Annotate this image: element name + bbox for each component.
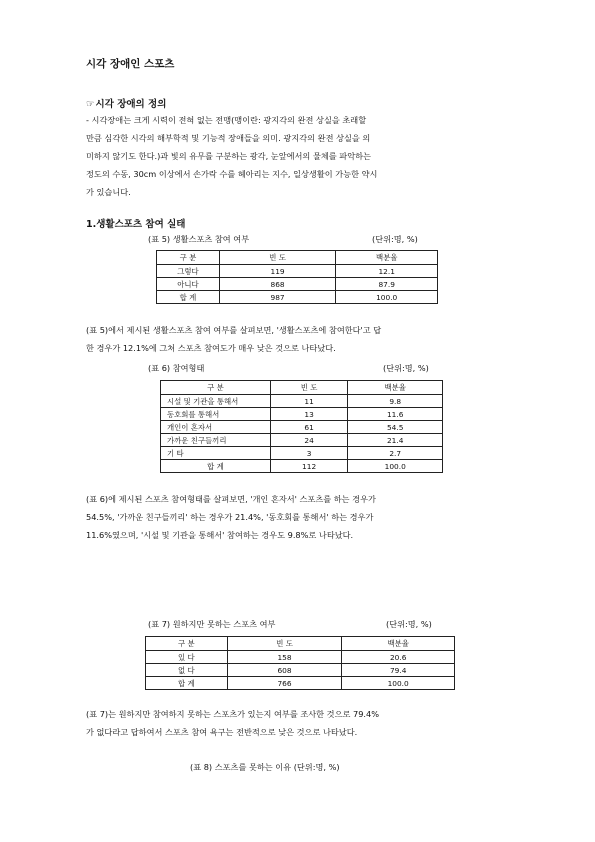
section-heading-text: 시각 장애의 정의 [95,99,167,110]
table7-caption: (표 7) 원하지만 못하는 스포츠 여부 [148,619,276,629]
table-cell: 119 [219,265,336,278]
table-cell: 3 [270,447,348,460]
table-cell: 없 다 [146,664,228,677]
table-cell: 합 계 [161,460,271,473]
table6-unit: (단위:명, %) [383,363,429,373]
table-cell: 동호회를 통해서 [161,408,271,421]
pointing-hand-icon: ☞ [86,99,95,110]
paragraph-line: 미하지 않기도 한다.)과 빛의 유무를 구분하는 광각, 눈앞에서의 물체를 파악하는 [86,151,371,161]
table5-unit: (단위:명, %) [372,234,418,244]
table-cell: 100.0 [342,677,455,690]
table7-analysis-paragraph [86,705,516,741]
table-row [161,395,443,408]
table-header-cell: 빈 도 [270,381,348,395]
table-cell: 가까운 친구들끼리 [161,434,271,447]
table-cell: 12.1 [336,265,438,278]
table-cell: 54.5 [348,421,443,434]
table-row [161,460,443,473]
paragraph-line: - 시각장애는 크게 시력이 전혀 없는 전맹(맹이란: 광지각의 완전 상실을 초래할 [86,115,367,125]
table-cell: 합 계 [146,677,228,690]
table5-analysis-paragraph [86,321,516,357]
section-heading [86,96,166,110]
paragraph-line: (표 5)에서 제시된 생활스포츠 참여 여부를 살펴보면, '생활스포츠에 참여한다'고 답 [86,325,382,335]
paragraph-line: 한 경우가 12.1%에 그쳐 스포츠 참여도가 매우 낮은 것으로 나타났다. [86,343,336,353]
table-cell: 61 [270,421,348,434]
paragraph-line: (표 7)는 원하지만 참여하지 못하는 스포츠가 있는지 여부를 조사한 것으로 79.4% [86,709,379,719]
table-header-row [146,637,455,651]
table7-unit: (단위:명, %) [386,619,432,629]
table-cell: 987 [219,291,336,304]
table-cell: 11 [270,395,348,408]
table-header-cell: 빈 도 [219,251,336,265]
table-row [157,278,438,291]
table-cell: 100.0 [348,460,443,473]
paragraph-line: 만큼 심각한 시각의 해부학적 및 기능적 장애들을 의미. 광지각의 완전 상실을 의 [86,133,371,143]
table-row [146,677,455,690]
table6-analysis-paragraph [86,490,516,544]
table-cell: 개인이 혼자서 [161,421,271,434]
table-row [161,408,443,421]
table-cell: 20.6 [342,651,455,664]
table-cell: 79.4 [342,664,455,677]
paragraph-line: 54.5%, '가까운 친구들끼리' 하는 경우가 21.4%, '동호회를 통해서' 하는 경우가 [86,512,374,522]
table-cell: 합 계 [157,291,220,304]
table6-caption: (표 6) 참여형태 [148,363,205,373]
table-header-cell: 백분율 [336,251,438,265]
table-row [157,265,438,278]
table-cell: 608 [227,664,342,677]
table5-caption: (표 5) 생활스포츠 참여 여부 [148,234,250,244]
subsection-heading: 1.생활스포츠 참여 실태 [86,219,186,230]
table-header-cell: 구 분 [161,381,271,395]
definition-paragraph [86,111,516,201]
table-cell: 아니다 [157,278,220,291]
table-cell: 2.7 [348,447,443,460]
table-cell: 21.4 [348,434,443,447]
paragraph-line: 가 없다라고 답하여서 스포츠 참여 욕구는 전반적으로 낮은 것으로 나타났다. [86,727,358,737]
table-cell: 13 [270,408,348,421]
table-cell: 9.8 [348,395,443,408]
table-header-cell: 구 분 [146,637,228,651]
table-row [157,291,438,304]
table8-caption: (표 8) 스포츠를 못하는 이유 (단위:명, %) [190,762,340,772]
table6 [160,380,443,473]
table-cell: 158 [227,651,342,664]
paragraph-line: 11.6%였으며, '시설 및 기관을 통해서' 참여하는 경우도 9.8%로 나타났다. [86,530,354,540]
table5 [156,250,438,304]
table7 [145,636,455,690]
table-row [161,447,443,460]
table-row [146,664,455,677]
table-cell: 시설 및 기관을 통해서 [161,395,271,408]
table-cell: 기 타 [161,447,271,460]
paragraph-line: (표 6)에 제시된 스포츠 참여형태를 살펴보면, '개인 혼자서' 스포츠를 하는 경우가 [86,494,376,504]
table-cell: 100.0 [336,291,438,304]
table-cell: 112 [270,460,348,473]
table-cell: 그렇다 [157,265,220,278]
table-cell: 24 [270,434,348,447]
table-header-cell: 백분율 [348,381,443,395]
table-cell: 11.6 [348,408,443,421]
document-title: 시각 장애인 스포츠 [86,58,175,70]
table-cell: 87.9 [336,278,438,291]
table-row [146,651,455,664]
table-header-cell: 빈 도 [227,637,342,651]
table-header-cell: 구 분 [157,251,220,265]
table-row [161,421,443,434]
table-cell: 868 [219,278,336,291]
table-cell: 766 [227,677,342,690]
table-header-row [161,381,443,395]
paragraph-line: 가 있습니다. [86,187,131,197]
table-header-cell: 백분율 [342,637,455,651]
table-cell: 있 다 [146,651,228,664]
table-row [161,434,443,447]
paragraph-line: 정도의 수동, 30cm 이상에서 손가락 수를 헤아리는 지수, 일상생활이 가능한 약시 [86,169,378,179]
table-header-row [157,251,438,265]
